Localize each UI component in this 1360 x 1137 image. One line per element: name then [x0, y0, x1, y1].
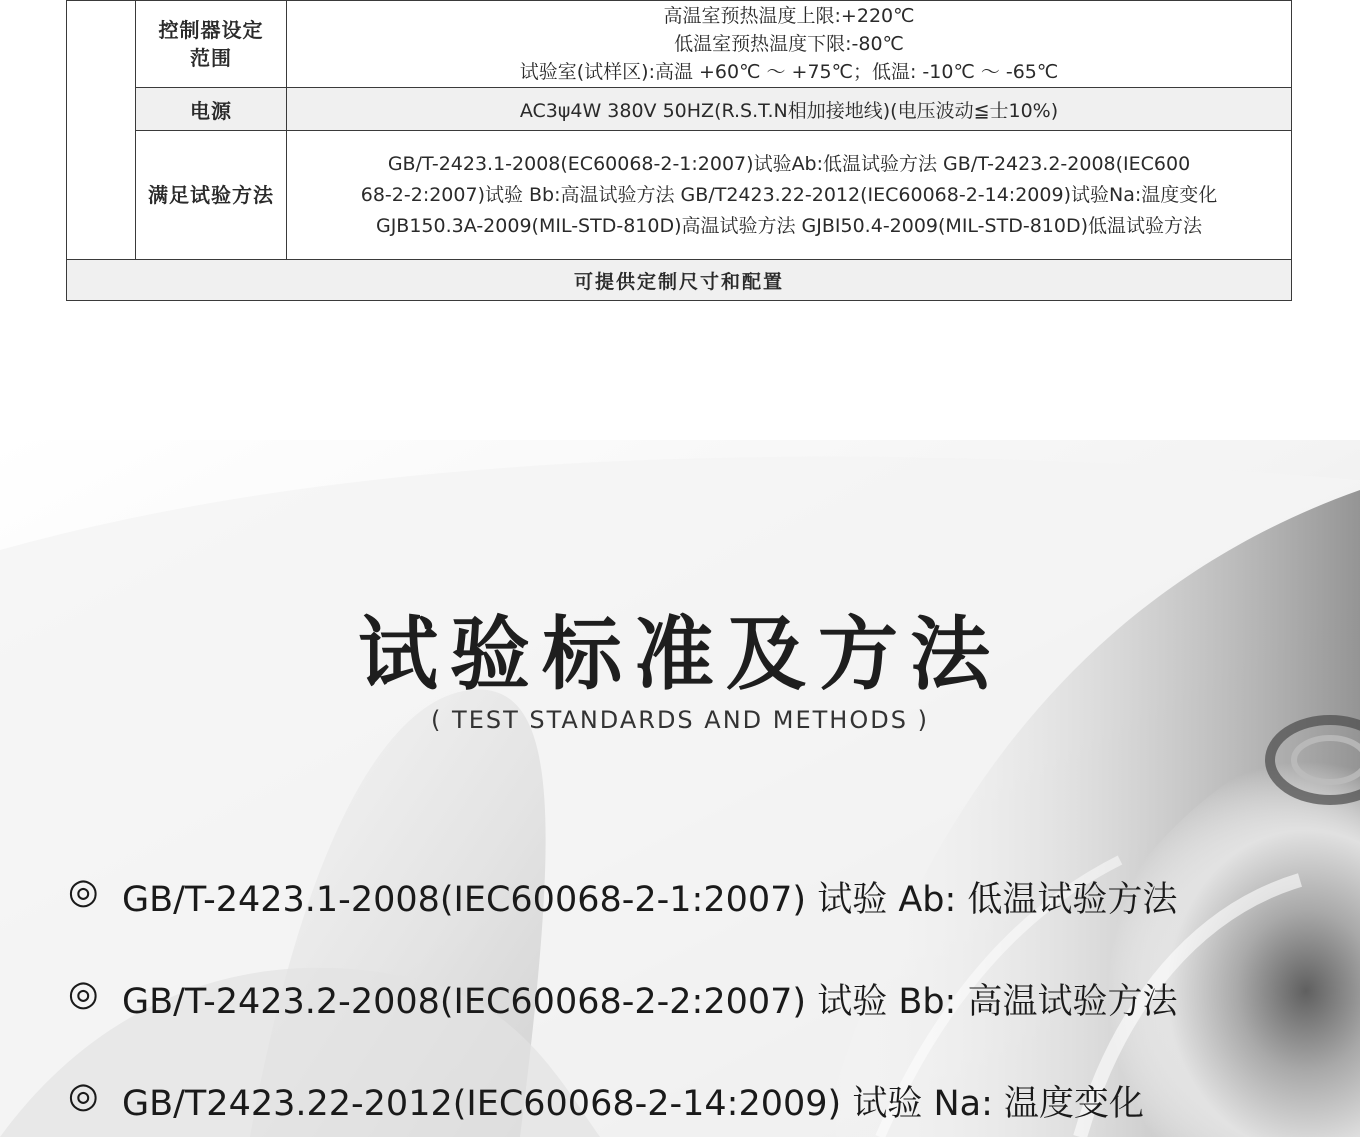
standard-text: GB/T-2423.2-2008(IEC60068-2-2:2007) 试验 Bb: 高温试验方法	[122, 982, 1178, 1022]
section-title: 试验标准及方法	[358, 608, 1002, 701]
section-subtitle: ( TEST STANDARDS AND METHODS )	[431, 706, 929, 734]
power-value: AC3ψ4W 380V 50HZ(R.S.T.N相加接地线)(电压波动≦士10%)	[287, 88, 1292, 131]
test-standards-section	[0, 440, 1360, 1137]
controller-range-label-line-2: 范围	[190, 46, 232, 70]
test-methods-value-line-2: 68-2-2:2007)试验 Bb:高温试验方法 GB/T2423.22-2012(IEC60068-2-14:2009)试验Na:温度变化	[360, 183, 1218, 206]
controller-range-value-line-2: 低温室预热温度下限:-80℃	[674, 33, 904, 55]
custom-config-note: 可提供定制尺寸和配置	[67, 260, 1292, 301]
test-methods-value-line-3: GJB150.3A-2009(MIL-STD-810D)高温试验方法 GJBI50.4-2009(MIL-STD-810D)低温试验方法	[375, 214, 1203, 237]
table-row-power	[67, 88, 1292, 131]
standards-list	[68, 872, 1268, 1137]
test-methods-value-line-1: GB/T-2423.1-2008(EC60068-2-1:2007)试验Ab:低温试验方法 GB/T-2423.2-2008(IEC600	[387, 152, 1191, 175]
double-circle-icon: ◎	[68, 1076, 99, 1116]
table-gutter-cell	[67, 1, 136, 260]
list-item	[68, 1076, 1268, 1137]
test-methods-label: 满足试验方法	[136, 131, 287, 260]
spec-table	[66, 0, 1292, 301]
table-row-controller-range	[67, 1, 1292, 88]
list-item	[68, 872, 1268, 974]
standard-text: GB/T-2423.1-2008(IEC60068-2-1:2007) 试验 Ab: 低温试验方法	[122, 880, 1178, 920]
controller-range-value	[287, 1, 1292, 88]
double-circle-icon: ◎	[68, 872, 99, 912]
power-label: 电源	[136, 88, 287, 131]
double-circle-icon: ◎	[68, 974, 99, 1014]
controller-range-value-line-1: 高温室预热温度上限:+220℃	[663, 5, 915, 27]
test-methods-value	[287, 131, 1292, 260]
controller-range-label-line-1: 控制器设定	[158, 18, 264, 42]
controller-range-label	[136, 1, 287, 88]
controller-range-value-line-3: 试验室(试样区):高温 +60℃ ～ +75℃；低温: -10℃ ～ -65℃	[519, 61, 1059, 83]
standard-text: GB/T2423.22-2012(IEC60068-2-14:2009) 试验 Na: 温度变化	[122, 1084, 1144, 1124]
table-row-footer	[67, 260, 1292, 301]
table-row-test-methods	[67, 131, 1292, 260]
list-item	[68, 974, 1268, 1076]
